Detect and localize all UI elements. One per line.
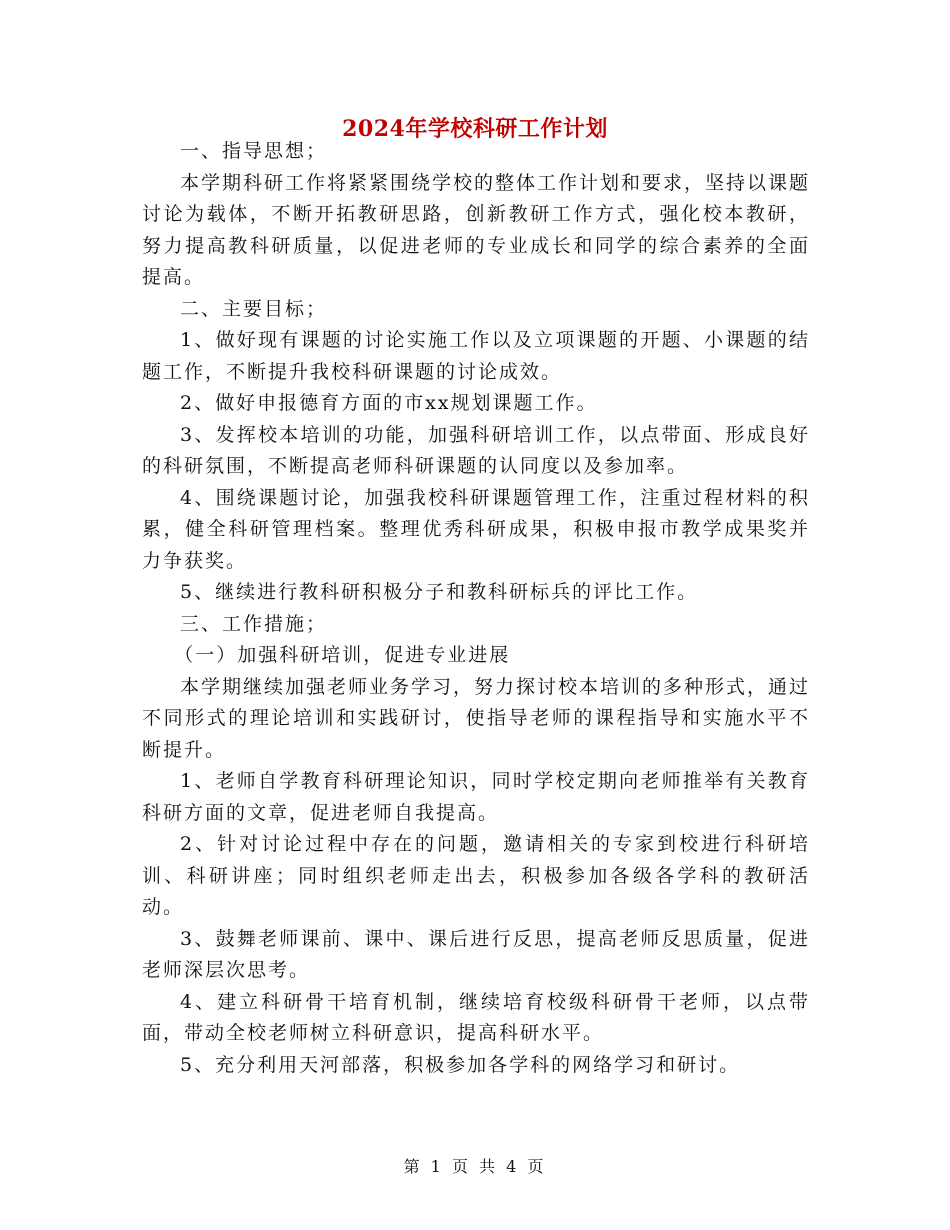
section-heading: 三、工作措施； — [180, 612, 328, 635]
page-footer: 第 1 页 共 4 页 — [403, 1157, 547, 1176]
section-heading: 二、主要目标； — [180, 297, 328, 320]
list-item: 1、老师自学教育科研理论知识，同时学校定期向老师推举有关教育科研方面的文章，促进老师自我提高。 — [142, 770, 810, 824]
list-item: 5、充分利用天河部落，积极参加各学科的网络学习和研讨。 — [180, 1053, 741, 1076]
list-item: 4、建立科研骨干培育机制，继续培育校级科研骨干老师，以点带面，带动全校老师树立科研意识，提高科研水平。 — [142, 990, 810, 1044]
list-item: 3、鼓舞老师课前、课中、课后进行反思，提高老师反思质量，促进老师深层次思考。 — [142, 927, 810, 981]
list-item: 2、做好申报德育方面的市xx规划课题工作。 — [180, 392, 598, 414]
list-item: 2、针对讨论过程中存在的问题，邀请相关的专家到校进行科研培训、科研讲座；同时组织老师走出去，积极参加各级各学科的教研活动。 — [142, 833, 810, 918]
paragraph: 本学期科研工作将紧紧围绕学校的整体工作计划和要求，坚持以课题讨论为载体，不断开拓教研思路，创新教研工作方式，强化校本教研，努力提高教科研质量，以促进老师的专业成长和同学的综合素养的全面提高。 — [142, 171, 811, 288]
section-heading: 一、指导思想； — [180, 140, 328, 162]
list-item: 1、做好现有课题的讨论实施工作以及立项课题的开题、小课题的结题工作，不断提升我校科研课题的讨论成效。 — [142, 329, 810, 383]
subsection-heading: （一）加强科研培训，促进专业进展 — [174, 644, 511, 666]
paragraph: 本学期继续加强老师业务学习，努力探讨校本培训的多种形式，通过不同形式的理论培训和实践研讨，使指导老师的课程指导和实施水平不断提升。 — [142, 675, 811, 761]
document-body — [142, 136, 810, 1081]
document-title: 2024年学校科研工作计划 — [342, 116, 608, 142]
list-item: 3、发挥校本培训的功能，加强科研培训工作，以点带面、形成良好的科研氛围，不断提高老师科研课题的认同度以及参加率。 — [142, 423, 810, 477]
list-item: 4、围绕课题讨论，加强我校科研课题管理工作，注重过程材料的积累，健全科研管理档案。整理优秀科研成果，积极申报市教学成果奖并力争获奖。 — [142, 486, 810, 572]
list-item: 5、继续进行教科研积极分子和教科研标兵的评比工作。 — [180, 581, 699, 603]
